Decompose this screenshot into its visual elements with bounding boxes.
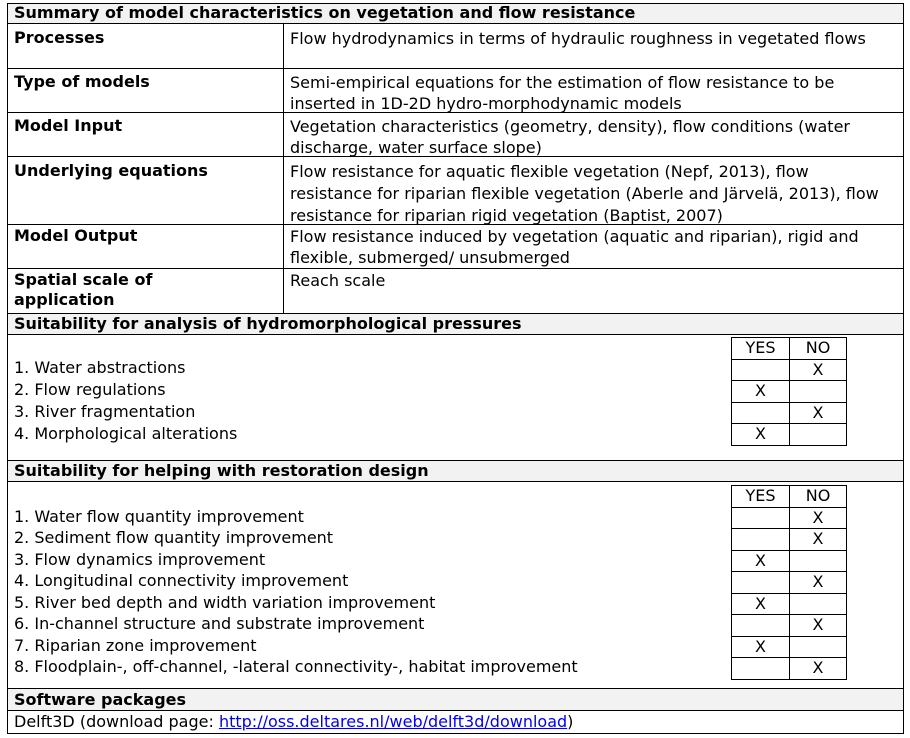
no-cell: X bbox=[790, 615, 847, 637]
row-label-spatial-scale: Spatial scale of application bbox=[14, 270, 153, 309]
yes-cell bbox=[732, 658, 790, 680]
yes-cell: X bbox=[732, 381, 790, 403]
yes-cell bbox=[732, 572, 790, 594]
no-cell: X bbox=[790, 359, 847, 381]
table-title: Summary of model characteristics on vegetation and flow resistance bbox=[8, 4, 903, 23]
no-cell: X bbox=[790, 529, 847, 551]
pressures-yes-no-table bbox=[731, 337, 847, 446]
row-value-underlying-equations: Flow resistance for aquatic flexible vegetation (Nepf, 2013), flow resistance for riparian flexible vegetation (Aberle and Järvelä, 2013), flow resistance for riparian rigid vegetation (Baptist, 2007) bbox=[290, 162, 879, 225]
pressure-item: 4. Morphological alterations bbox=[14, 424, 238, 443]
yes-cell bbox=[732, 507, 790, 529]
yes-cell bbox=[732, 402, 790, 424]
row-label-model-input: Model Input bbox=[14, 116, 123, 135]
row-value-processes: Flow hydrodynamics in terms of hydraulic roughness in vegetated flows bbox=[290, 29, 866, 48]
table-row bbox=[732, 593, 847, 615]
restoration-yn-header bbox=[732, 486, 847, 508]
table-row bbox=[732, 529, 847, 551]
software-prefix: Delft3D (download page: bbox=[14, 712, 219, 731]
restoration-item: 4. Longitudinal connectivity improvement bbox=[14, 571, 349, 590]
row-value-model-input: Vegetation characteristics (geometry, density), flow conditions (water discharge, water surface slope) bbox=[290, 117, 850, 157]
row-label-underlying-equations: Underlying equations bbox=[14, 161, 208, 180]
no-cell: X bbox=[790, 507, 847, 529]
pressures-yn-header bbox=[732, 338, 847, 360]
yes-cell bbox=[732, 615, 790, 637]
yes-cell bbox=[732, 359, 790, 381]
table-row bbox=[732, 572, 847, 594]
pressure-item: 1. Water abstractions bbox=[14, 358, 186, 377]
table-row bbox=[732, 507, 847, 529]
restoration-item: 8. Floodplain-, off-channel, -lateral connectivity-, habitat improvement bbox=[14, 657, 578, 676]
no-cell bbox=[790, 381, 847, 403]
table-row bbox=[732, 381, 847, 403]
restoration-item: 2. Sediment flow quantity improvement bbox=[14, 528, 334, 547]
no-cell: X bbox=[790, 402, 847, 424]
yes-cell: X bbox=[732, 593, 790, 615]
pressures-heading: Suitability for analysis of hydromorphological pressures bbox=[8, 314, 903, 334]
software-download-link[interactable]: http://oss.deltares.nl/web/delft3d/download bbox=[218, 712, 568, 731]
restoration-item: 5. River bed depth and width variation improvement bbox=[14, 593, 436, 612]
table-row bbox=[732, 615, 847, 637]
yes-cell: X bbox=[732, 636, 790, 658]
table-row bbox=[732, 424, 847, 446]
no-cell bbox=[790, 550, 847, 572]
restoration-no-header: NO bbox=[790, 486, 847, 508]
yes-cell: X bbox=[732, 424, 790, 446]
row-value-type-of-models: Semi-empirical equations for the estimation of flow resistance to be inserted in 1D-2D hydro-morphodynamic models bbox=[290, 73, 835, 113]
restoration-heading: Suitability for helping with restoration design bbox=[8, 461, 903, 481]
row-label-model-output: Model Output bbox=[14, 226, 138, 245]
restoration-yes-no-table bbox=[731, 485, 847, 680]
no-cell: X bbox=[790, 658, 847, 680]
software-line bbox=[14, 711, 573, 733]
row-label-type-of-models: Type of models bbox=[14, 72, 150, 91]
restoration-item: 1. Water flow quantity improvement bbox=[14, 507, 304, 526]
no-cell bbox=[790, 636, 847, 658]
restoration-yes-header: YES bbox=[732, 486, 790, 508]
row-value-model-output: Flow resistance induced by vegetation (aquatic and riparian), rigid and flexible, submerged/ unsubmerged bbox=[290, 227, 859, 267]
table-row bbox=[732, 658, 847, 680]
restoration-item: 7. Riparian zone improvement bbox=[14, 636, 257, 655]
row-value-spatial-scale: Reach scale bbox=[290, 271, 386, 290]
software-suffix: ) bbox=[567, 712, 574, 731]
pressure-item: 2. Flow regulations bbox=[14, 380, 166, 399]
restoration-item: 3. Flow dynamics improvement bbox=[14, 550, 266, 569]
no-cell bbox=[790, 424, 847, 446]
restoration-item: 6. In-channel structure and substrate improvement bbox=[14, 614, 425, 633]
pressure-item: 3. River fragmentation bbox=[14, 402, 196, 421]
yes-cell: X bbox=[732, 550, 790, 572]
no-cell bbox=[790, 593, 847, 615]
no-cell: X bbox=[790, 572, 847, 594]
table-row bbox=[732, 636, 847, 658]
table-row bbox=[732, 402, 847, 424]
yes-cell bbox=[732, 529, 790, 551]
pressures-yes-header: YES bbox=[732, 338, 790, 360]
table-row bbox=[732, 359, 847, 381]
summary-table bbox=[7, 3, 904, 734]
row-label-processes: Processes bbox=[14, 28, 105, 47]
pressures-no-header: NO bbox=[790, 338, 847, 360]
table-row bbox=[732, 550, 847, 572]
software-heading: Software packages bbox=[8, 689, 903, 710]
